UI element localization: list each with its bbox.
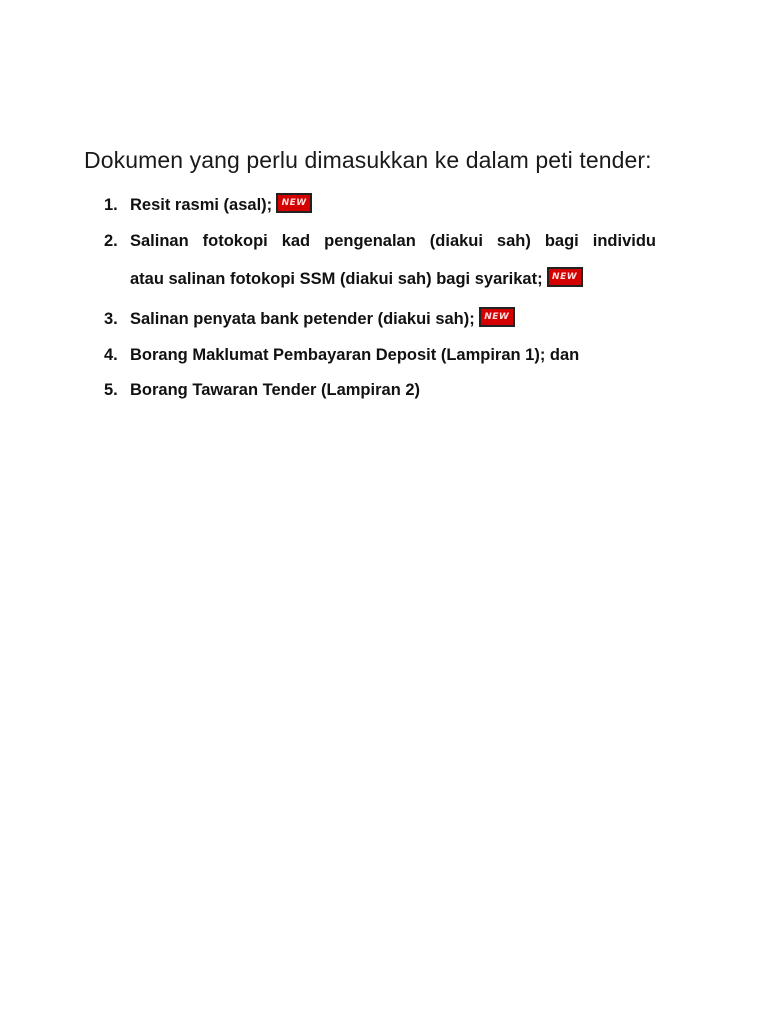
new-badge-icon [276,193,312,213]
new-badge-icon [479,307,515,327]
list-item-line: Salinan penyata bank petender (diakui sah); [130,310,475,328]
list-item-text [130,380,656,400]
list-item-text [130,195,656,216]
new-badge-label: NEW [552,271,578,282]
new-badge-label: NEW [281,197,307,208]
list-item-line: atau salinan fotokopi SSM (diakui sah) bagi syarikat; [130,270,543,288]
list-item-line: Borang Tawaran Tender (Lampiran 2) [130,381,421,399]
list-item-line: Salinan fotokopi kad pengenalan (diakui sah) bagi individu [130,232,656,250]
list-item-line: Resit rasmi (asal); [130,196,273,214]
list-item-number: 3. [104,310,118,328]
list-item-text [130,231,656,290]
new-badge-label: NEW [484,311,510,322]
list-item-line: Borang Maklumat Pembayaran Deposit (Lampiran 1); dan [130,346,580,364]
list-item-number: 1. [104,196,118,214]
page-heading: Dokumen yang perlu dimasukkan ke dalam peti tender: [84,147,652,173]
list-item-text [130,309,656,330]
new-badge-icon [547,267,583,287]
list-item-number: 5. [104,381,118,399]
list-item-number: 2. [104,232,118,250]
list-item-number: 4. [104,346,118,364]
list-item-text [130,345,656,365]
